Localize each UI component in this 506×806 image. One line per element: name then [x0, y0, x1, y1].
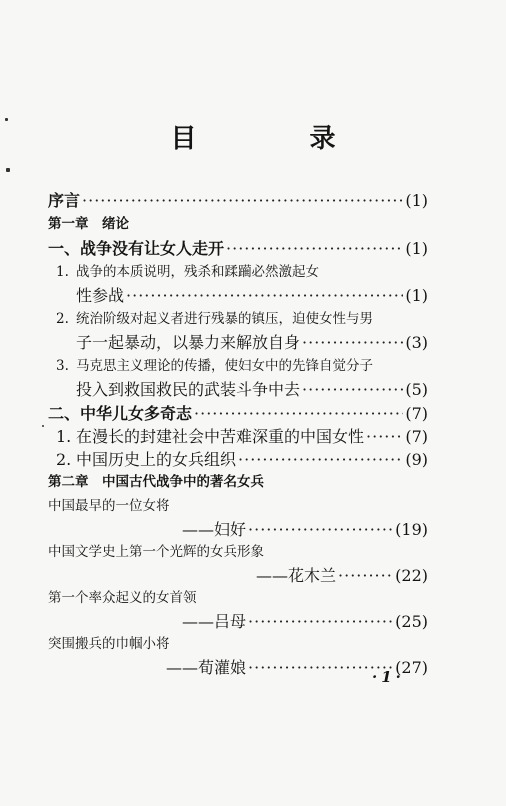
toc-entry-2-1[interactable]	[56, 424, 428, 447]
leader-dots	[248, 612, 393, 631]
toc-entry-1-1-line2[interactable]	[76, 283, 428, 306]
item-number: 1.	[56, 427, 72, 446]
toc-page: (25)	[395, 612, 428, 631]
toc-page: (22)	[395, 566, 428, 585]
toc-entry-1-2-line2[interactable]	[76, 330, 428, 353]
toc-label: ——荀灌娘	[166, 658, 247, 677]
leader-dots	[126, 286, 403, 305]
scan-speck	[6, 168, 10, 172]
item-number: 1.	[56, 264, 69, 280]
leader-dots	[226, 239, 403, 258]
leader-dots	[366, 427, 403, 446]
page-title: 目 录	[170, 124, 388, 154]
toc-entry-lumu[interactable]	[182, 609, 428, 632]
chapter-heading-1: 第一章 绪论	[48, 216, 129, 232]
toc-entry-heading[interactable]: 第一个率众起义的女首领	[48, 590, 197, 606]
toc-page: (1)	[405, 286, 428, 305]
toc-page: (3)	[405, 333, 428, 352]
toc-entry-heading[interactable]: 中国最早的一位女将	[48, 498, 170, 514]
item-number: 2.	[56, 311, 69, 327]
toc-entry-2-2[interactable]	[56, 447, 428, 470]
toc-label: 统治阶级对起义者进行残暴的镇压，迫使女性与男	[76, 311, 373, 327]
toc-label: 一、战争没有让女人走开	[48, 239, 225, 258]
toc-label-cont: 性参战	[76, 286, 125, 305]
toc-entry-1-3-line1[interactable]	[56, 354, 373, 374]
leader-dots	[302, 333, 403, 352]
leader-dots	[338, 566, 393, 585]
toc-entry-1-2-line1[interactable]	[56, 307, 373, 327]
toc-label: 马克思主义理论的传播，使妇女中的先锋自觉分子	[76, 358, 373, 374]
toc-entry-section-1[interactable]	[48, 236, 428, 259]
toc-page: (5)	[405, 380, 428, 399]
toc-page: (9)	[405, 450, 428, 469]
toc-label: 在漫长的封建社会中苦难深重的中国女性	[76, 427, 365, 446]
toc-label: ——吕母	[182, 612, 247, 631]
toc-entry-1-3-line2[interactable]	[76, 377, 428, 400]
leader-dots	[82, 191, 403, 210]
toc-page: (1)	[405, 239, 428, 258]
toc-entry-fuhao[interactable]	[182, 517, 428, 540]
chapter-heading-2: 第二章 中国古代战争中的著名女兵	[48, 474, 264, 490]
toc-label: ——花木兰	[256, 566, 337, 585]
toc-label: ——妇好	[182, 520, 247, 539]
toc-entry-heading[interactable]: 中国文学史上第一个光辉的女兵形象	[48, 544, 264, 560]
leader-dots	[302, 380, 403, 399]
scan-speck	[5, 118, 8, 121]
toc-entry-1-1-line1[interactable]	[56, 260, 319, 280]
scan-speck	[42, 425, 44, 427]
toc-page: (19)	[395, 520, 428, 539]
item-number: 3.	[56, 358, 69, 374]
toc-label-cont: 子一起暴动，以暴力来解放自身	[76, 333, 301, 352]
toc-label: 战争的本质说明，残杀和蹂躏必然激起女	[76, 264, 319, 280]
page-number: ·1·	[372, 668, 405, 686]
toc-label: 二、中华儿女多奇志	[48, 404, 193, 423]
toc-page: (7)	[405, 404, 428, 423]
leader-dots	[194, 404, 403, 423]
toc-label: 中国历史上的女兵组织	[76, 450, 237, 469]
toc-page: (7)	[405, 427, 428, 446]
toc-entry-heading[interactable]: 突围搬兵的巾帼小将	[48, 636, 170, 652]
toc-entry-preface[interactable]	[48, 188, 428, 211]
toc-label: 序言	[48, 191, 81, 210]
toc-entry-section-2[interactable]	[48, 401, 428, 424]
toc-page: (27)	[395, 658, 428, 677]
leader-dots	[238, 450, 403, 469]
toc-page: (1)	[405, 191, 428, 210]
toc-entry-mulan[interactable]	[256, 563, 428, 586]
toc-label-cont: 投入到救国救民的武装斗争中去	[76, 380, 301, 399]
item-number: 2.	[56, 450, 72, 469]
leader-dots	[248, 520, 393, 539]
